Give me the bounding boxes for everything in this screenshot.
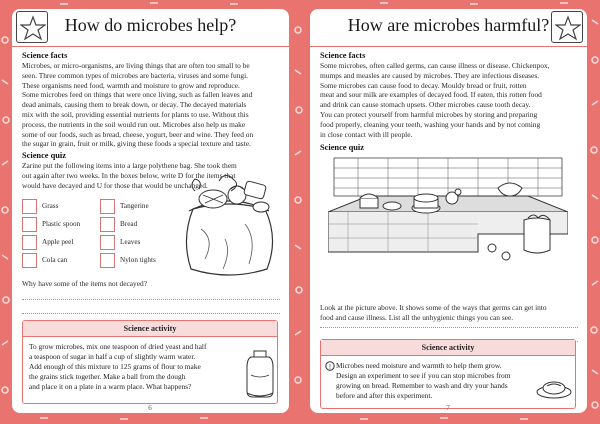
answer-line[interactable]	[320, 327, 578, 328]
facts-line: and drink can cause stomach upsets. Other microbes cause tooth decay.	[320, 100, 531, 110]
quiz-intro-line: would have decayed and U for those that would be unchanged.	[22, 180, 208, 190]
activity-line: before and after this experiment.	[336, 390, 433, 400]
activity-title: Science activity	[23, 321, 277, 337]
facts-line: mumps and measles are caused by microbes. They are infectious diseases.	[320, 70, 540, 80]
page-title: How do microbes help?	[64, 15, 237, 35]
answer-box[interactable]	[22, 235, 37, 250]
quiz-line: food and cause illness. List all the unhygienic things you can see.	[320, 312, 514, 322]
svg-text:!: !	[329, 364, 331, 371]
answer-box[interactable]	[100, 199, 115, 214]
star-badge	[551, 11, 583, 43]
left-page: How do microbes help? Science facts Microbes, or micro-organisms, are living things that are often too small to be seen. Three common types of microbes are bacteria, viruses and some fungi. These organisms need food, warmth and moisture to grow and reproduce. Some microbes feed on things that were once living, such as fallen leaves and dead animals, causing them to break down, or decay. The decayed materials mix with the soil, providing essential nutrients for plants to use. Without this process, the nutrients in the soil would run out. Microbes also help us make some of our foods, such as bread, cheese, yogurt, beer and wine. They feed on the sugar in grain, fruit or milk, giving these foods a special texture and taste. Science quiz Zarine put the following items into a large polythene bag. She took them out again after two weeks. In the boxes below, write D for the items that would have decayed and U for those that would be unchanged. Grass Plastic spoon Apple peel Cola can Tangerine Bread Leaves Nylon tights Why have some of the items not decayed? Science activity To grow microbes, mix one teaspoon of dried yeast and half a teaspoon of sugar in half a cup of slightly warm water. Add enough of this mixture to 125 grams of flour to make the grains stick together. Make a ball from the dough and place it on a plate in a warm place. What happens? 6	[12, 9, 289, 413]
facts-line: meat and sour milk are examples of decayed food. If eaten, this rotten food	[320, 90, 542, 100]
quiz-line: Look at the picture above. It shows some of the ways that germs can get into	[320, 303, 547, 312]
facts-line: the sugar in grain, fruit or milk, giving these foods a special texture and taste.	[22, 139, 251, 149]
activity-line: Microbes need moisture and warmth to help them grow.	[336, 361, 502, 370]
activity-line: Design an experiment to see if you can stop microbes from	[336, 370, 511, 380]
facts-line: Some microbes can cause food to decay. Mouldy bread or fruit, rotten	[320, 80, 527, 90]
quiz-intro-line: out again after two weeks. In the boxes below, write D for the items that	[22, 170, 236, 180]
quiz-heading: Science quiz	[22, 151, 66, 160]
facts-line: dead animals, causing them to break down, or decay. The decayed materials	[22, 100, 247, 110]
answer-box[interactable]	[100, 235, 115, 250]
facts-line: food properly, cleaning your teeth, washing your hands and by not coming	[320, 119, 541, 129]
bread-plate-illustration	[535, 376, 573, 400]
answer-box[interactable]	[100, 217, 115, 232]
activity-text	[29, 342, 206, 392]
activity-line: growing on bread. Remember to wash and dry your hands	[336, 380, 508, 390]
activity-line: the grains stick together. Make a ball from the dough	[29, 371, 186, 381]
answer-box[interactable]	[22, 217, 37, 232]
page-number: 7	[446, 404, 450, 412]
activity-line: To grow microbes, mix one teaspoon of dried yeast and half	[29, 342, 207, 351]
facts-line: in close contact with ill people.	[320, 129, 413, 139]
jar-illustration	[245, 349, 275, 399]
facts-line: Some microbes feed on things that were once living, such as fallen leaves and	[22, 90, 253, 100]
answer-line[interactable]	[22, 299, 280, 300]
left-title-bar	[12, 9, 289, 47]
facts-heading: Science facts	[22, 51, 68, 60]
quiz-intro-line: Zarine put the following items into a large polythene bag. She took them	[22, 161, 237, 170]
quiz-heading: Science quiz	[320, 143, 364, 152]
activity-text	[336, 361, 510, 401]
page-number: 6	[148, 404, 152, 412]
right-page	[310, 9, 587, 413]
answer-box[interactable]	[22, 199, 37, 214]
page-title: How are microbes harmful?	[347, 15, 550, 35]
activity-line: a teaspoon of sugar in half a cup of slightly warm water.	[29, 351, 196, 361]
quiz-text	[320, 303, 578, 323]
facts-line: Some microbes, often called germs, can cause illness or disease. Chickenpox,	[320, 61, 550, 70]
facts-text	[22, 61, 280, 149]
activity-line: Add enough of this mixture to 125 grams of flour to make	[29, 361, 201, 371]
answer-box[interactable]	[100, 253, 115, 268]
facts-line: process, the nutrients in the soil would run out. Microbes also help us make	[22, 119, 246, 129]
warning-icon	[325, 361, 335, 371]
activity-panel	[22, 320, 278, 404]
activity-panel	[320, 339, 576, 409]
star-icon	[555, 15, 581, 41]
facts-heading: Science facts	[320, 51, 366, 60]
activity-line: and place it on a plate in a warm place. What happens?	[29, 381, 192, 391]
facts-line: seen. Three common types of microbes are bacteria, viruses and some fungi.	[22, 70, 249, 80]
activity-title: Science activity	[321, 340, 575, 356]
facts-line: These organisms need food, warmth and moisture to grow and reproduce.	[22, 80, 240, 90]
kitchen-illustration	[328, 152, 568, 277]
facts-line: Microbes, or micro-organisms, are living things that are often too small to be	[22, 61, 250, 70]
answer-line[interactable]	[22, 313, 280, 314]
right-title-bar	[310, 9, 587, 47]
quiz-question: Why have some of the items not decayed?	[22, 279, 147, 288]
facts-line: mix with the soil, providing essential nutrients for plants to use. Without this	[22, 109, 249, 119]
facts-line: You can protect yourself from harmful microbes by storing and preparing	[320, 109, 538, 119]
facts-line: some of our foods, such as bread, cheese, yogurt, beer and wine. They feed on	[22, 129, 254, 139]
answer-box[interactable]	[22, 253, 37, 268]
facts-text	[320, 61, 578, 139]
polythene-bag-illustration	[175, 169, 283, 279]
